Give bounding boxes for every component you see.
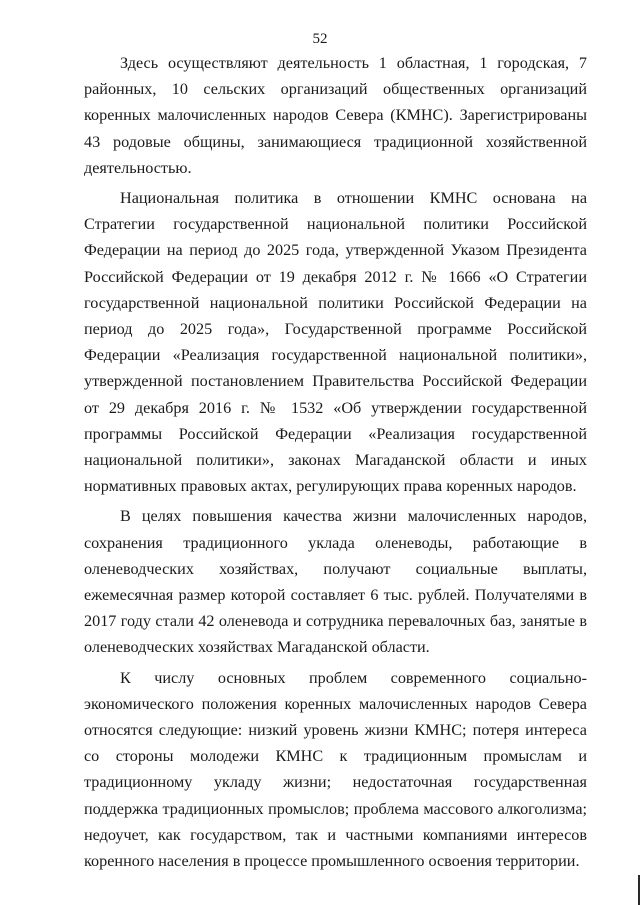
paragraph-national-policy: Национальная политика в отношении КМНС основана на Стратегии государственной национальной политики Российской Федерации на период до 2025 года, утвержденной Указом Президента Российской Федерации от 19 декабря 2012 г. № 1666 «О Стратегии государственной национальной политики Российской Федерации на период до 2025 года», Государственной программе Российской Федерации «Реализация государственной национальной политики», утвержденной постановлением Правительства Российской Федерации от 29 декабря 2016 г. № 1532 «Об утверждении государственной программы Российской Федерации «Реализация государственной национальной политики», законах Магаданской области и иных нормативных правовых актах, регулирующих права коренных народов. [84, 189, 587, 496]
page-number: 52 [312, 31, 328, 47]
paragraph-organizations: Здесь осуществляют деятельность 1 областная, 1 городская, 7 районных, 10 сельских организаций общественных организаций коренных малочисленных народов Севера (КМНС). Зарегистрированы 43 родовые общины, занимающиеся традиционной хозяйственной деятельностью. [84, 54, 587, 177]
document-body [84, 50, 587, 874]
paragraph-reindeer-herders: В целях повышения качества жизни малочисленных народов, сохранения традиционного уклада оленеводы, работающие в оленеводческих хозяйствах, получают социальные выплаты, ежемесячная размер которой составляет 6 тыс. рублей. Получателями в 2017 году стали 42 оленевода и сотрудника перевалочных баз, занятые в оленеводческих хозяйствах Магаданской области. [84, 507, 587, 657]
paragraph-problems: К числу основных проблем современного социально-экономического положения коренных малочисленных народов Севера относятся следующие: низкий уровень жизни КМНС; потеря интереса со стороны молодежи КМНС к традиционным промыслам и традиционному укладу жизни; недостаточная государственная поддержка традиционных промыслов; проблема массового алкоголизма; недоучет, как государством, так и частными компаниями интересов коренного населения в процессе промышленного освоения территории. [84, 668, 587, 871]
